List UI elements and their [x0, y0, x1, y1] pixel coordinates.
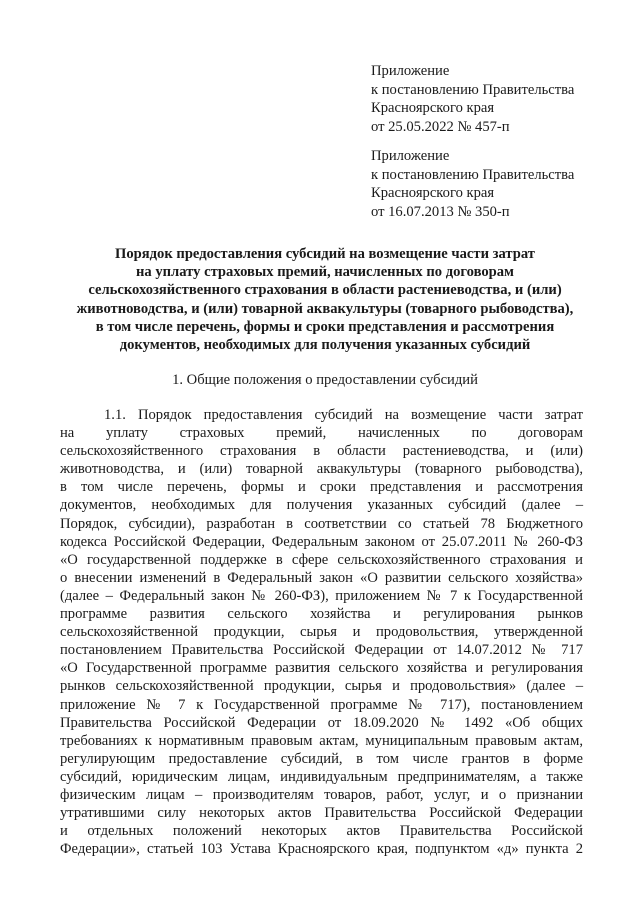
title-line: в том числе перечень, формы и сроки представления и рассмотрения [95, 318, 555, 335]
paragraph-line: сельскохозяйственного страхования в области растениеводства, и (или) [60, 443, 583, 460]
paragraph-line: физическим лицам – производителям товаров, работ, услуг, и о признании [60, 786, 583, 803]
paragraph-line: (далее – Федеральный закон № 260-ФЗ), приложением № 7 к Государственной [60, 587, 583, 604]
paragraph-line: животноводства, и (или) товарной аквакультуры (товарного рыбоводства), [60, 461, 583, 478]
appendix-current-reference [371, 62, 631, 136]
appendix-line: к постановлению Правительства [371, 166, 575, 183]
paragraph-line: 1.1. Порядок предоставления субсидий на возмещение части затрат [104, 407, 583, 423]
title-line: сельскохозяйственного страхования в области растениеводства, и (или) [88, 282, 562, 299]
paragraph-line: документов, необходимых для получения указанных субсидий (далее – [60, 497, 583, 514]
appendix-line: Приложение [371, 148, 450, 164]
paragraph-line: Федерации», статьей 103 Устава Красноярского края, подпунктом «д» пункта 2 [60, 841, 583, 858]
document-title [50, 245, 600, 354]
title-line: животноводства, и (или) товарной аквакультуры (товарного рыбоводства), [76, 300, 574, 317]
paragraph-line: постановлением Правительства Российской Федерации от 14.07.2012 № 717 [60, 642, 583, 659]
paragraph-line: программе развития сельского хозяйства и регулирования рынков [60, 606, 583, 623]
paragraph-line: приложение № 7 к Государственной программе № 717), постановлением [60, 696, 583, 713]
appendix-line: от 16.07.2013 № 350-п [371, 203, 510, 220]
paragraph-line: в том числе перечень, формы и сроки представления и рассмотрения [60, 479, 583, 496]
title-line: на уплату страховых премий, начисленных по договорам [136, 264, 514, 281]
paragraph-line: Правительства Российской Федерации от 18.09.2020 № 1492 «Об общих [60, 714, 583, 731]
appendix-line: к постановлению Правительства [371, 81, 575, 98]
paragraph-line: сельскохозяйственной продукции, сырья и продовольствия, утвержденной [60, 624, 583, 641]
paragraph-line: кодекса Российской Федерации, Федеральным законом от 25.07.2011 № 260-ФЗ [60, 533, 583, 550]
appendix-line: Красноярского края [371, 100, 495, 116]
paragraph-line: Порядок, субсидии), разработан в соответствии со статьей 78 Бюджетного [60, 515, 583, 532]
title-line: документов, необходимых для получения указанных субсидий [119, 337, 531, 354]
paragraph-line: на уплату страховых премий, начисленных по договорам [60, 425, 583, 442]
appendix-line: Приложение [371, 63, 450, 79]
section-heading: 1. Общие положения о предоставлении субсидий [172, 372, 478, 388]
paragraph-line: «О Государственной программе развития сельского хозяйства и регулирования [60, 660, 583, 677]
paragraph-line: утратившими силу некоторых актов Правительства Российской Федерации [60, 805, 583, 822]
paragraph-1-1 [60, 406, 583, 858]
title-line: Порядок предоставления субсидий на возмещение части затрат [115, 246, 535, 262]
paragraph-line: о внесении изменений в Федеральный закон «О развитии сельского хозяйства» [60, 569, 583, 586]
paragraph-line: требованиях к нормативным правовым актам, муниципальным правовым актам, [60, 732, 583, 749]
appendix-line: Красноярского края [371, 185, 495, 201]
appendix-line: от 25.05.2022 № 457-п [371, 118, 510, 135]
appendix-original-reference [371, 147, 631, 221]
paragraph-line: регулирующим предоставление субсидий, в том числе грантов в форме [60, 750, 583, 767]
paragraph-line: субсидий, юридическим лицам, индивидуальным предпринимателям, а также [60, 768, 583, 785]
paragraph-line: рынков сельскохозяйственной продукции, сырья и продовольствия» (далее – [60, 678, 583, 695]
paragraph-line: и отдельных положений некоторых актов Правительства Российской [60, 823, 583, 840]
paragraph-line: «О государственной поддержке в сфере сельскохозяйственного страхования и [60, 551, 583, 568]
